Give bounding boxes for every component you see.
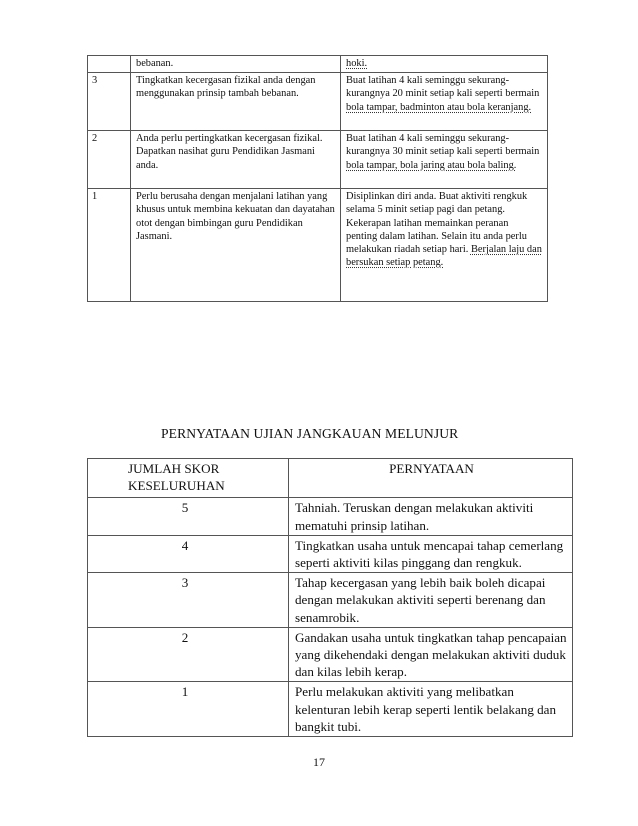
underlined-text: Berjalan laju dan bersukan setiap petang. [346, 244, 542, 269]
cell-text: Buat latihan 4 kali seminggu sekurang-kurangnya 30 minit setiap kali seperti bermain [346, 133, 540, 158]
table-row [88, 73, 548, 131]
header-total-score: JUMLAH SKOR KESELURUHAN [88, 459, 289, 498]
table-header-row [88, 459, 573, 498]
advice-cell: Tingkatkan kecergasan fizikal anda dengan menggunakan prinsip tambah bebanan. [131, 73, 341, 131]
advice-cell: Perlu berusaha dengan menjalani latihan yang khusus untuk membina kekuatan dan dayatahan otot dengan bimbingan guru Pendidikan Jasmani. [131, 189, 341, 302]
score-cell: 1 [88, 682, 289, 737]
section-heading: PERNYATAAN UJIAN JANGKAUAN MELUNJUR [161, 426, 459, 441]
table-row [88, 131, 548, 189]
cell-text: Disiplinkan diri anda. Buat aktiviti rengkuk selama 5 minit setiap pagi dan petang. Kekerapan latihan memainkan peranan penting dalam latihan. Selain itu anda perlu melakukan riadah setiap hari. [346, 191, 528, 256]
page-number: 17 [313, 755, 325, 769]
advice-cell: bebanan. [131, 56, 341, 73]
underlined-text: hoki. [346, 58, 368, 69]
statement-cell: Tingkatkan usaha untuk mencapai tahap cemerlang seperti aktiviti kilas pinggang dan rengkuk. [289, 535, 573, 572]
table-row [88, 682, 573, 737]
statement-cell: Tahap kecergasan yang lebih baik boleh dicapai dengan melakukan aktiviti seperti berenang dan senamrobik. [289, 573, 573, 628]
activity-cell [341, 56, 548, 73]
header-statement: PERNYATAAN [289, 459, 573, 498]
cell-text: Buat latihan 4 kali seminggu sekurang-kurangnya 20 minit setiap kali seperti bermain [346, 75, 540, 100]
advice-cell: Anda perlu pertingkatkan kecergasan fizikal. Dapatkan nasihat guru Pendidikan Jasmani anda. [131, 131, 341, 189]
statement-cell: Perlu melakukan aktiviti yang melibatkan kelenturan lebih kerap seperti lentik belakang dan bangkit tubi. [289, 682, 573, 737]
reach-test-statement-table [87, 458, 573, 737]
table-row [88, 56, 548, 73]
statement-cell: Tahniah. Teruskan dengan melakukan aktiviti mematuhi prinsip latihan. [289, 498, 573, 535]
underlined-text: bola tampar, bola jaring atau bola baling. [346, 159, 517, 171]
table-row [88, 498, 573, 535]
activity-cell [341, 73, 548, 131]
score-cell: 2 [88, 131, 131, 189]
score-cell: 4 [88, 535, 289, 572]
table-row [88, 627, 573, 682]
table-row [88, 573, 573, 628]
underlined-text: bola tampar, badminton atau bola keranjang. [346, 101, 532, 113]
table-row [88, 535, 573, 572]
score-cell: 5 [88, 498, 289, 535]
table-row [88, 189, 548, 302]
fitness-advice-table [87, 55, 548, 302]
statement-cell: Gandakan usaha untuk tingkatkan tahap pencapaian yang dikehendaki dengan melakukan aktiviti duduk dan kilas lebih kerap. [289, 627, 573, 682]
activity-cell [341, 131, 548, 189]
score-cell: 2 [88, 627, 289, 682]
score-cell: 3 [88, 73, 131, 131]
score-cell: 3 [88, 573, 289, 628]
score-cell [88, 56, 131, 73]
score-cell: 1 [88, 189, 131, 302]
activity-cell [341, 189, 548, 302]
